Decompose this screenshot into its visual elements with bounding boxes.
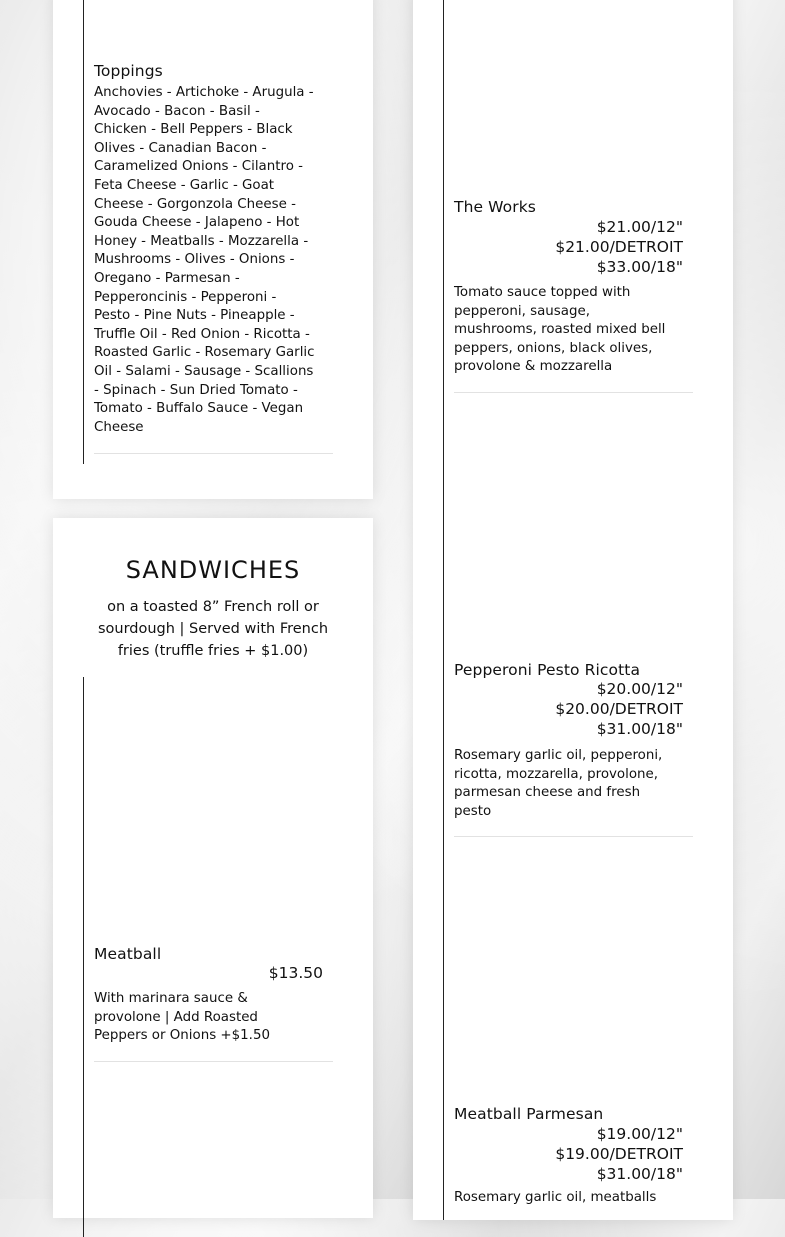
menu-item-name: The Works xyxy=(454,198,536,216)
menu-item-description: With marinara sauce & provolone | Add Roasted Peppers or Onions +$1.50 xyxy=(94,991,270,1044)
menu-item-name: Meatball xyxy=(94,945,162,963)
toppings-separator xyxy=(94,453,333,454)
menu-item-prices xyxy=(555,217,683,277)
toppings-divider-line xyxy=(83,0,84,464)
price-18: $31.00/18" xyxy=(596,1165,683,1183)
price-12: $20.00/12" xyxy=(596,680,683,698)
toppings-title: Toppings xyxy=(94,62,163,80)
item-separator xyxy=(94,1061,333,1062)
price-detroit: $21.00/DETROIT xyxy=(555,238,683,256)
section-title: SANDWICHES xyxy=(125,556,301,584)
section-subtitle: on a toasted 8” French roll or sourdough | Served with French fries (truffle fries + $1.00) xyxy=(97,599,329,659)
price-detroit: $20.00/DETROIT xyxy=(555,700,683,718)
menu-item-description: Rosemary garlic oil, meatballs xyxy=(454,1190,657,1205)
price-18: $33.00/18" xyxy=(596,258,683,276)
price-12: $19.00/12" xyxy=(596,1125,683,1143)
menu-item-description: Tomato sauce topped with pepperoni, sausage, mushrooms, roasted mixed bell peppers, onions, black olives, provolone & mozzarella xyxy=(454,285,666,375)
toppings-card xyxy=(53,0,373,499)
menu-item-price: $13.50 xyxy=(268,964,323,982)
price-18: $31.00/18" xyxy=(596,720,683,738)
sandwiches-divider-line xyxy=(83,677,84,1237)
menu-item-name: Meatball Parmesan xyxy=(454,1105,604,1123)
toppings-list: Anchovies - Artichoke - Arugula - Avocado - Bacon - Basil - Chicken - Bell Peppers - Black Olives - Canadian Bacon - Caramelized Onions - Cilantro - Feta Cheese - Garlic - Goat Cheese - Gorgonzola Cheese - Gouda Cheese - Jalapeno - Hot Honey - Meatballs - Mozzarella - Mushrooms - Olives - Onions - Oregano - Parmesan - Pepperoncinis - Pepperoni - Pesto - Pine Nuts - Pineapple - Truffle Oil - Red Onion - Ricotta - Roasted Garlic - Rosemary Garlic Oil - Salami - Sausage - Scallions - Spinach - Sun Dried Tomato - Tomato - Buffalo Sauce - Vegan Cheese xyxy=(94,85,315,435)
price-12: $21.00/12" xyxy=(596,218,683,236)
pizzas-card xyxy=(413,0,733,1220)
menu-item-name: Pepperoni Pesto Ricotta xyxy=(454,661,641,679)
pizzas-divider-line xyxy=(443,0,444,1220)
menu-item-description: Rosemary garlic oil, pepperoni, ricotta, mozzarella, provolone, parmesan cheese and fresh pesto xyxy=(454,748,663,819)
item-separator xyxy=(454,392,693,393)
sandwiches-card xyxy=(53,518,373,1218)
price-detroit: $19.00/DETROIT xyxy=(555,1145,683,1163)
menu-item-prices xyxy=(555,1124,683,1184)
menu-item-prices xyxy=(555,679,683,739)
item-separator xyxy=(454,836,693,837)
